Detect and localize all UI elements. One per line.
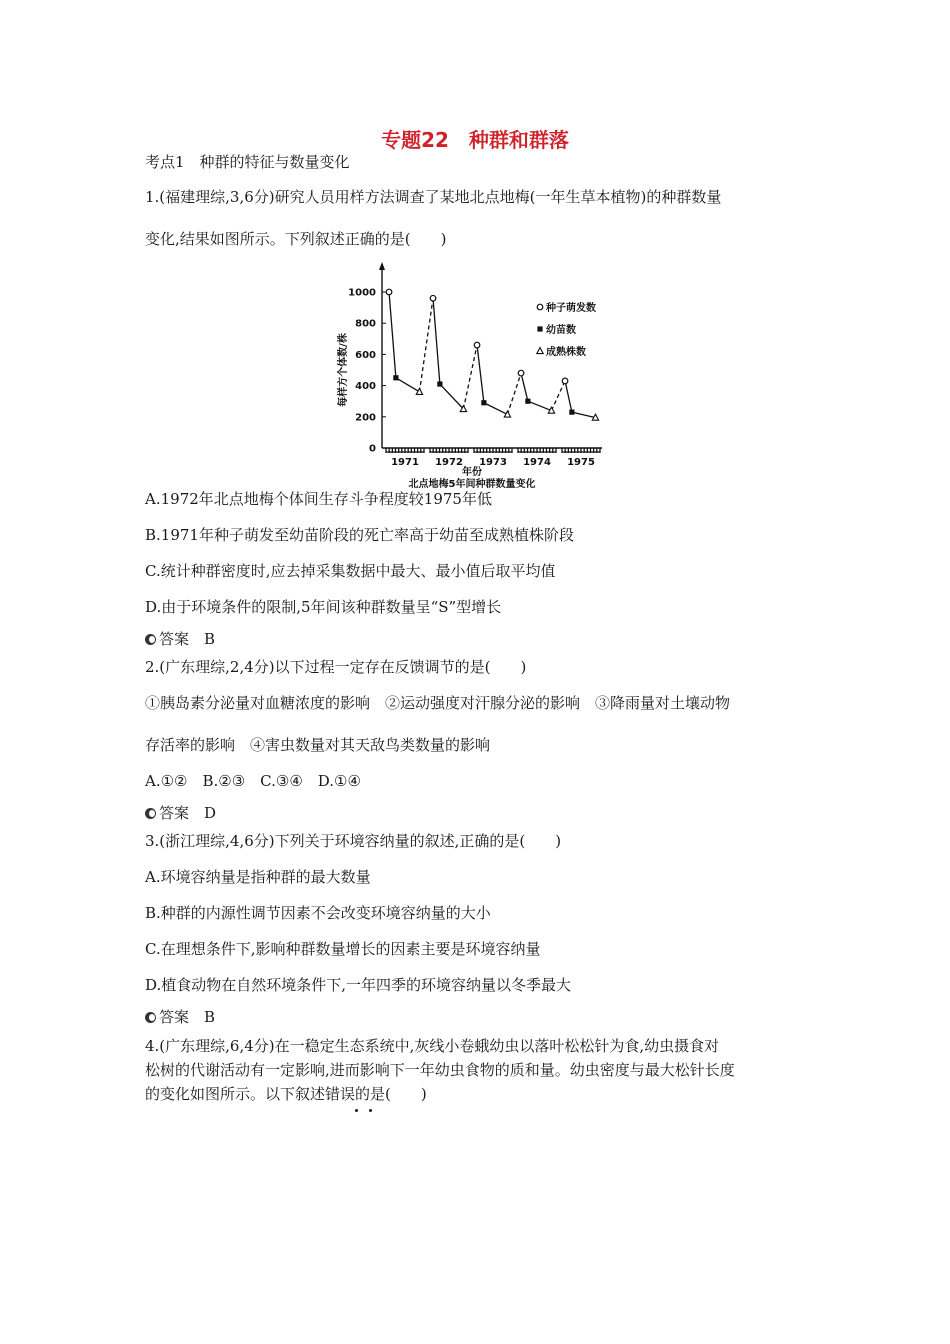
q3-option-c: C.在理想条件下,影响种群数量增长的因素主要是环境容纳量	[145, 940, 541, 958]
dashed-connector	[463, 345, 477, 409]
chart-title: 北点地梅5年间种群数量变化	[408, 479, 536, 490]
dashed-connector	[419, 298, 433, 392]
y-tick-label: 400	[355, 381, 376, 393]
data-point-square	[569, 410, 574, 415]
q2-options: A.①② B.②③ C.③④ D.①④	[145, 772, 361, 790]
x-tick-label: 1974	[523, 457, 551, 468]
data-point-square	[437, 381, 442, 386]
y-tick-label: 1000	[348, 287, 376, 299]
data-point-circle	[386, 289, 392, 295]
series-line	[440, 384, 464, 409]
data-point-circle	[518, 370, 524, 376]
answer-icon	[145, 1012, 156, 1023]
population-line-chart	[330, 258, 620, 490]
series-line	[565, 381, 572, 412]
series-line	[572, 412, 596, 417]
emphasis-dot	[369, 1109, 372, 1112]
q4-line3: 的变化如图所示。以下叙述错误的是( )	[145, 1085, 427, 1103]
series-line	[477, 345, 484, 403]
data-point-square	[525, 399, 530, 404]
dashed-connector	[507, 373, 521, 414]
data-point-square	[393, 375, 398, 380]
x-tick-label: 1975	[567, 457, 595, 468]
legend-label: 幼苗数	[546, 325, 576, 336]
legend-marker	[537, 304, 543, 310]
y-tick-label: 800	[355, 318, 376, 330]
x-axis-label: 年份	[462, 467, 482, 478]
answer-icon	[145, 808, 156, 819]
q3-option-b: B.种群的内源性调节因素不会改变环境容纳量的大小	[145, 904, 491, 922]
emphasis-dot	[355, 1109, 358, 1112]
answer-icon	[145, 634, 156, 645]
series-line	[528, 401, 552, 410]
series-line	[521, 373, 528, 401]
series-line	[484, 403, 508, 415]
q1-option-d: D.由于环境条件的限制,5年间该种群数量呈“S”型增长	[145, 598, 502, 616]
x-tick-label: 1971	[391, 457, 419, 468]
x-tick-label: 1972	[435, 457, 463, 468]
q3-stem: 3.(浙江理综,4,6分)下列关于环境容纳量的叙述,正确的是( )	[145, 832, 562, 850]
q1-option-a: A.1972年北点地梅个体间生存斗争程度较1975年低	[145, 490, 492, 508]
q2-items-line2: 存活率的影响 ④害虫数量对其天敌鸟类数量的影响	[145, 736, 491, 754]
legend-marker	[537, 348, 543, 354]
q2-items-line1: ①胰岛素分泌量对血糖浓度的影响 ②运动强度对汗腺分泌的影响 ③降雨量对土壤动物	[145, 694, 731, 712]
q3-option-d: D.植食动物在自然环境条件下,一年四季的环境容纳量以冬季最大	[145, 976, 572, 994]
series-line	[396, 378, 420, 392]
section-heading: 考点1 种群的特征与数量变化	[145, 153, 350, 171]
q3-answer: 答案 B	[145, 1007, 215, 1027]
data-point-triangle	[416, 388, 422, 394]
q4-line1: 4.(广东理综,6,4分)在一稳定生态系统中,灰线小卷蛾幼虫以落叶松松针为食,幼虫摄食对	[145, 1037, 720, 1055]
q1-option-b: B.1971年种子萌发至幼苗阶段的死亡率高于幼苗至成熟植株阶段	[145, 526, 574, 544]
data-point-circle	[430, 295, 436, 301]
data-point-circle	[474, 342, 480, 348]
legend-label: 成熟株数	[546, 347, 586, 358]
q1-option-c: C.统计种群密度时,应去掉采集数据中最大、最小值后取平均值	[145, 562, 556, 580]
x-tick-label: 1973	[479, 457, 507, 468]
q2-answer: 答案 D	[145, 803, 216, 823]
y-tick-label: 600	[355, 349, 376, 361]
q2-stem: 2.(广东理综,2,4分)以下过程一定存在反馈调节的是( )	[145, 658, 527, 676]
page-title: 专题22 种群和群落	[381, 128, 569, 152]
q1-answer: 答案 B	[145, 629, 215, 649]
q3-option-a: A.环境容纳量是指种群的最大数量	[145, 868, 371, 886]
q1-stem-line2: 变化,结果如图所示。下列叙述正确的是( )	[145, 230, 447, 248]
dashed-connector	[551, 381, 565, 411]
data-point-square	[481, 400, 486, 405]
q4-line2: 松树的代谢活动有一定影响,进而影响下一年幼虫食物的质和量。幼虫密度与最大松针长度	[145, 1061, 735, 1079]
y-axis-arrow	[379, 262, 385, 270]
legend-marker	[537, 326, 542, 331]
y-tick-label: 0	[369, 443, 376, 455]
series-line	[389, 292, 396, 378]
data-point-circle	[562, 378, 568, 384]
q1-stem-line1: 1.(福建理综,3,6分)研究人员用样方法调查了某地北点地梅(一年生草本植物)的种群数量	[145, 188, 722, 206]
y-tick-label: 200	[355, 412, 376, 424]
legend-label: 种子萌发数	[546, 303, 596, 314]
series-line	[433, 298, 440, 384]
y-axis-label: 每样方个体数/株	[338, 333, 349, 407]
